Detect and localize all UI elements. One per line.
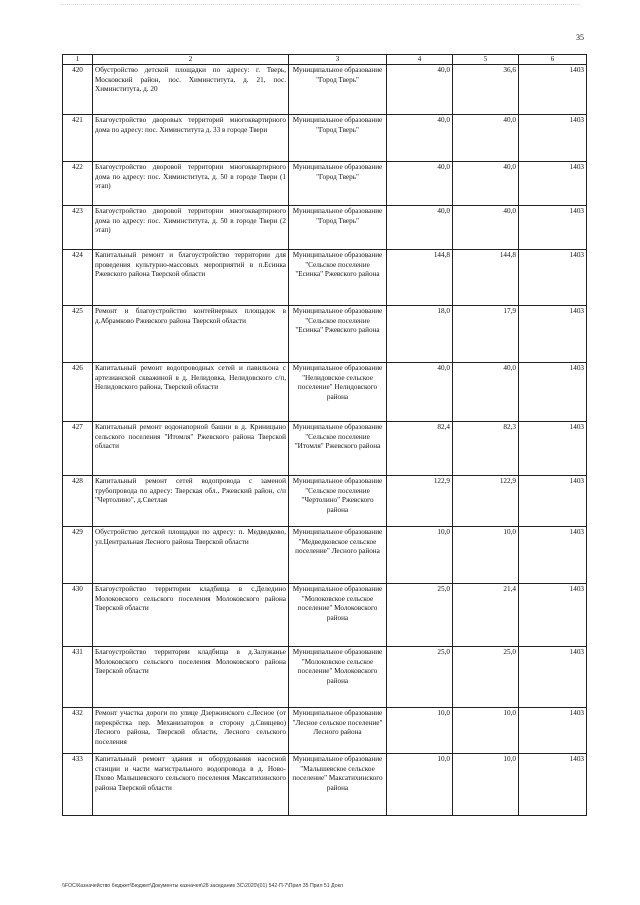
table-row xyxy=(63,527,587,584)
recipient-cell: Муниципальное образование "Сельское поселение "Есинка" Ржевского района xyxy=(289,250,387,306)
table-row xyxy=(63,422,587,476)
section-code-cell: 1403 xyxy=(519,306,587,363)
section-code-cell: 1403 xyxy=(519,250,587,306)
recipient-cell: Муниципальное образование "Нелидовское сельское поселение" Нелидовского района xyxy=(289,363,387,422)
header-col-3: 3 xyxy=(289,55,387,65)
row-number-cell: 429 xyxy=(63,527,93,584)
recipient-cell: Муниципальное образование "Сельское поселение "Чертолино" Ржевского района xyxy=(289,476,387,527)
recipient-cell: Муниципальное образование "Молоковское сельское поселение" Молоковского района xyxy=(289,584,387,647)
row-number-cell: 433 xyxy=(63,754,93,816)
header-col-2: 2 xyxy=(93,55,289,65)
actual-amount-cell: 17,9 xyxy=(453,306,519,363)
actual-amount-cell: 40,0 xyxy=(453,115,519,162)
measure-name-cell: Капитальный ремонт сетей водопровода с заменой трубопровода по адресу: Тверская обл., Ржевский район, с/п "Чертолино", д.Светлая xyxy=(93,476,289,527)
recipient-cell: Муниципальное образование "Медведковское сельское поселение" Лесного района xyxy=(289,527,387,584)
recipient-cell: Муниципальное образование "Город Тверь" xyxy=(289,206,387,250)
row-number-cell: 425 xyxy=(63,306,93,363)
actual-amount-cell: 144,8 xyxy=(453,250,519,306)
table-row xyxy=(63,647,587,708)
row-number-cell: 431 xyxy=(63,647,93,708)
row-number-cell: 430 xyxy=(63,584,93,647)
section-code-cell: 1403 xyxy=(519,162,587,206)
table-row xyxy=(63,306,587,363)
header-col-1: 1 xyxy=(63,55,93,65)
row-number-cell: 422 xyxy=(63,162,93,206)
actual-amount-cell: 40,0 xyxy=(453,363,519,422)
planned-amount-cell: 82,4 xyxy=(387,422,453,476)
measure-name-cell: Благоустройство дворовых территорий многоквартирного дома по адресу: пос. Химинститута д. 33 в городе Твери xyxy=(93,115,289,162)
planned-amount-cell: 40,0 xyxy=(387,206,453,250)
row-number-cell: 428 xyxy=(63,476,93,527)
planned-amount-cell: 144,8 xyxy=(387,250,453,306)
section-code-cell: 1403 xyxy=(519,65,587,115)
measure-name-cell: Ремонт и благоустройство контейнерных площадок в д.Абрамково Ржевского района Тверской области xyxy=(93,306,289,363)
table-header-row xyxy=(63,55,587,65)
recipient-cell: Муниципальное образование "Город Тверь" xyxy=(289,162,387,206)
recipient-cell: Муниципальное образование "Молоковское сельское поселение" Молоковского района xyxy=(289,647,387,708)
table-row xyxy=(63,65,587,115)
section-code-cell: 1403 xyxy=(519,206,587,250)
actual-amount-cell: 40,0 xyxy=(453,206,519,250)
section-code-cell: 1403 xyxy=(519,115,587,162)
planned-amount-cell: 10,0 xyxy=(387,527,453,584)
actual-amount-cell: 122,9 xyxy=(453,476,519,527)
actual-amount-cell: 82,3 xyxy=(453,422,519,476)
actual-amount-cell: 25,0 xyxy=(453,647,519,708)
measure-name-cell: Капитальный ремонт и благоустройство территории для проведения культурно-массовых мероприятий в п.Есинка Ржевского района Тверской области xyxy=(93,250,289,306)
row-number-cell: 427 xyxy=(63,422,93,476)
actual-amount-cell: 10,0 xyxy=(453,527,519,584)
section-code-cell: 1403 xyxy=(519,363,587,422)
recipient-cell: Муниципальное образование "Город Тверь" xyxy=(289,115,387,162)
section-code-cell: 1403 xyxy=(519,584,587,647)
section-code-cell: 1403 xyxy=(519,422,587,476)
planned-amount-cell: 122,9 xyxy=(387,476,453,527)
measure-name-cell: Благоустройство дворовой территории многоквартирного дома по адресу: пос. Химинститута, д. 50 в городе Твери (1 этап) xyxy=(93,162,289,206)
actual-amount-cell: 10,0 xyxy=(453,754,519,816)
recipient-cell: Муниципальное образование "Лесное сельское поселение" Лесного района xyxy=(289,708,387,754)
measure-name-cell: Капитальный ремонт водопроводных сетей и павильона с артезианской скважиной в д. Нелидовка, Нелидовского с/п, Нелидовского района, Тверской области xyxy=(93,363,289,422)
section-code-cell: 1403 xyxy=(519,647,587,708)
table-row xyxy=(63,115,587,162)
recipient-cell: Муниципальное образование "Сельское поселение "Итомля" Ржевского района xyxy=(289,422,387,476)
header-col-6: 6 xyxy=(519,55,587,65)
table-row xyxy=(63,162,587,206)
planned-amount-cell: 40,0 xyxy=(387,115,453,162)
recipient-cell: Муниципальное образование "Город Тверь" xyxy=(289,65,387,115)
actual-amount-cell: 21,4 xyxy=(453,584,519,647)
section-code-cell: 1403 xyxy=(519,476,587,527)
row-number-cell: 432 xyxy=(63,708,93,754)
planned-amount-cell: 40,0 xyxy=(387,65,453,115)
actual-amount-cell: 40,0 xyxy=(453,162,519,206)
table-row xyxy=(63,363,587,422)
appropriations-table xyxy=(62,54,587,816)
section-code-cell: 1403 xyxy=(519,754,587,816)
measure-name-cell: Капитальный ремонт здания и оборудования насосной станции и части магистрального водопровода в д. Ново-Пхово Малышевского сельского поселения Максатихинского района Тверской области xyxy=(93,754,289,816)
planned-amount-cell: 18,0 xyxy=(387,306,453,363)
table-row xyxy=(63,754,587,816)
header-col-4: 4 xyxy=(387,55,453,65)
measure-name-cell: Благоустройство территории кладбища в д.Залужанье Молоковского сельского поселения Молоковского района Тверской области xyxy=(93,647,289,708)
measure-name-cell: Капитальный ремонт водонапорной башни в д. Криницыно сельского поселения "Итомля" Ржевского района Тверской области xyxy=(93,422,289,476)
table-row xyxy=(63,250,587,306)
actual-amount-cell: 10,0 xyxy=(453,708,519,754)
section-code-cell: 1403 xyxy=(519,527,587,584)
row-number-cell: 423 xyxy=(63,206,93,250)
planned-amount-cell: 10,0 xyxy=(387,708,453,754)
measure-name-cell: Обустройство детской площадки по адресу: г. Тверь, Московский район, пос. Химинститута, д. 21, пос. Химинститута, д. 20 xyxy=(93,65,289,115)
table-row xyxy=(63,708,587,754)
measure-name-cell: Обустройство детской площадки по адресу: п. Медведково, ул.Центральная Лесного района Тверской области xyxy=(93,527,289,584)
row-number-cell: 426 xyxy=(63,363,93,422)
actual-amount-cell: 36,6 xyxy=(453,65,519,115)
planned-amount-cell: 40,0 xyxy=(387,363,453,422)
scan-noise xyxy=(60,4,580,13)
table-row xyxy=(63,476,587,527)
recipient-cell: Муниципальное образование "Малышевское сельское поселение" Максатихинского района xyxy=(289,754,387,816)
table-row xyxy=(63,584,587,647)
planned-amount-cell: 25,0 xyxy=(387,647,453,708)
row-number-cell: 420 xyxy=(63,65,93,115)
planned-amount-cell: 25,0 xyxy=(387,584,453,647)
header-col-5: 5 xyxy=(453,55,519,65)
measure-name-cell: Ремонт участка дороги по улице Дзержинского с.Лесное (от перекрёстка пер. Механизаторов в сторону д.Свищево) Лесного района, Тверской области, Лесного сельского поселения xyxy=(93,708,289,754)
recipient-cell: Муниципальное образование "Сельское поселение "Есинка" Ржевского района xyxy=(289,306,387,363)
page-number: 35 xyxy=(576,33,584,42)
measure-name-cell: Благоустройство территории кладбища в с.Деледино Молоковского сельского поселения Молоковского района Тверской области xyxy=(93,584,289,647)
planned-amount-cell: 10,0 xyxy=(387,754,453,816)
footer-file-path: \\FOC\Казначейство бюджет\Бюджет\Документы казначея\28 заседание ЗС\2020\(01) 542-П-7\Прил 35 Прил 51 Докл xyxy=(62,883,343,889)
measure-name-cell: Благоустройство дворовой территории многоквартирного дома по адресу: пос. Химинститута, д. 50 в городе Твери (2 этап) xyxy=(93,206,289,250)
section-code-cell: 1403 xyxy=(519,708,587,754)
row-number-cell: 421 xyxy=(63,115,93,162)
table-row xyxy=(63,206,587,250)
row-number-cell: 424 xyxy=(63,250,93,306)
planned-amount-cell: 40,0 xyxy=(387,162,453,206)
